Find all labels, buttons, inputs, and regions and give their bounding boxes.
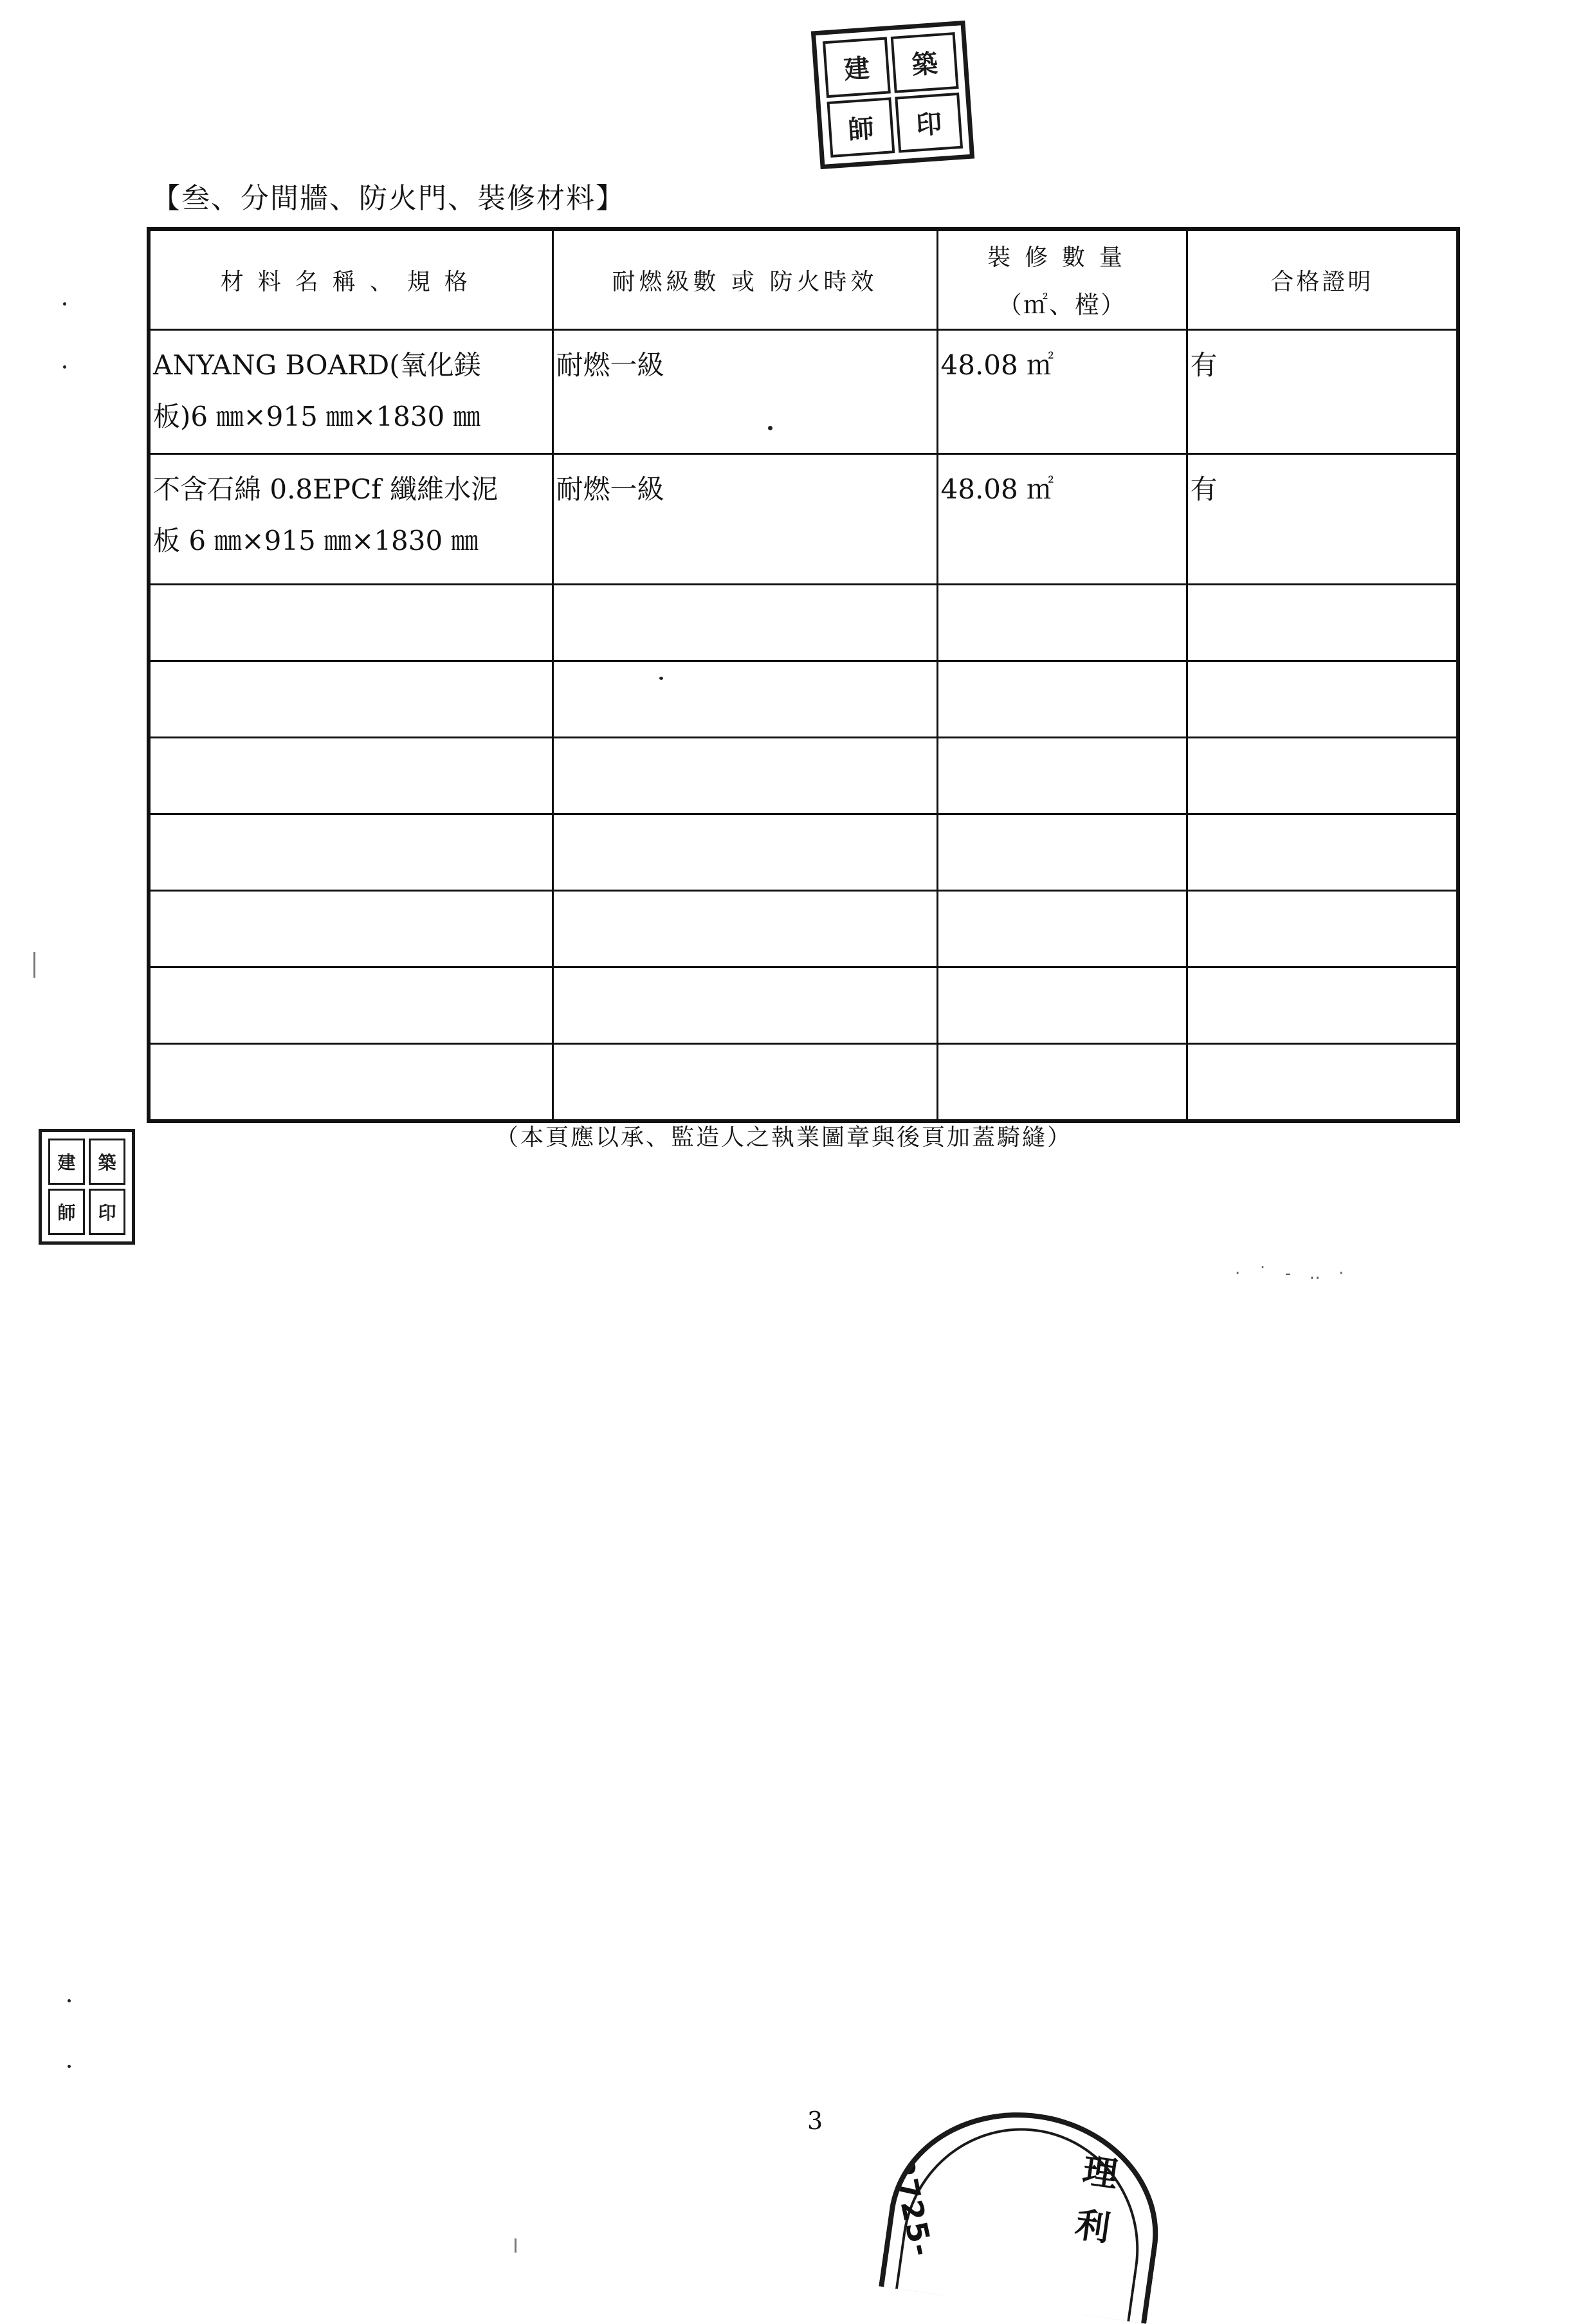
header-fire-rating xyxy=(553,229,937,330)
seal-glyph: 築 xyxy=(89,1139,125,1185)
empty-cell xyxy=(553,891,937,967)
scan-speck xyxy=(768,426,772,430)
left-seal-stamp xyxy=(39,1129,135,1245)
scan-speck xyxy=(33,952,35,978)
empty-cell xyxy=(937,661,1187,738)
seal-number: 2725- xyxy=(884,2154,940,2260)
empty-cell xyxy=(149,967,553,1044)
empty-cell xyxy=(937,585,1187,661)
empty-cell xyxy=(149,661,553,738)
seal-glyph: 印 xyxy=(895,92,963,152)
material-fire-rating: 耐燃一級 xyxy=(556,473,664,505)
cell-certificate xyxy=(1187,454,1458,585)
material-certificate: 有 xyxy=(1190,473,1218,505)
page-number: 3 xyxy=(807,2107,823,2135)
empty-cell xyxy=(937,891,1187,967)
material-fire-rating: 耐燃一級 xyxy=(556,349,664,381)
empty-cell xyxy=(937,967,1187,1044)
empty-table-row xyxy=(149,661,1458,738)
empty-cell xyxy=(149,1044,553,1122)
material-quantity: 48.08 ㎡ xyxy=(940,473,1054,505)
scan-speck xyxy=(68,2065,71,2068)
cell-quantity xyxy=(937,454,1187,585)
seal-glyph: 印 xyxy=(89,1189,125,1235)
empty-cell xyxy=(149,585,553,661)
top-seal-stamp xyxy=(811,21,974,169)
header-name-spec xyxy=(149,229,553,330)
scan-speck xyxy=(68,1999,71,2002)
scan-speck xyxy=(515,2238,516,2253)
section-heading: 【叁、分間牆、防火門、裝修材料】 xyxy=(152,182,625,215)
empty-cell xyxy=(1187,661,1458,738)
header-certificate xyxy=(1187,229,1458,330)
header-quantity xyxy=(937,229,1187,330)
empty-cell xyxy=(553,967,937,1044)
header-quantity-label: 裝修數量 xyxy=(987,244,1137,271)
seal-glyph: 師 xyxy=(827,97,895,158)
cell-certificate xyxy=(1187,330,1458,454)
empty-cell xyxy=(1187,967,1458,1044)
empty-cell xyxy=(937,814,1187,891)
scan-speck xyxy=(659,677,663,680)
scan-speck xyxy=(63,302,66,306)
cell-fire-rating xyxy=(553,454,937,585)
bottom-round-seal xyxy=(879,2095,1173,2324)
empty-cell xyxy=(553,738,937,814)
empty-cell xyxy=(1187,1044,1458,1122)
seal-glyph: 建 xyxy=(823,37,891,97)
table-header-row xyxy=(149,229,1458,330)
seal-characters: 理 利 xyxy=(1067,2150,1121,2249)
table-row xyxy=(149,330,1458,454)
header-name-spec-label: 材料名稱、規格 xyxy=(220,268,482,295)
materials-table xyxy=(147,227,1460,1123)
empty-table-row xyxy=(149,967,1458,1044)
empty-cell xyxy=(1187,585,1458,661)
cell-name-spec xyxy=(149,454,553,585)
seal-glyph: 築 xyxy=(891,32,959,93)
cell-fire-rating xyxy=(553,330,937,454)
empty-table-row xyxy=(149,1044,1458,1122)
empty-cell xyxy=(937,738,1187,814)
empty-cell xyxy=(1187,891,1458,967)
scan-speck xyxy=(63,365,66,369)
empty-cell xyxy=(149,814,553,891)
empty-cell xyxy=(149,738,553,814)
empty-table-row xyxy=(149,891,1458,967)
seal-glyph: 建 xyxy=(48,1139,85,1185)
empty-cell xyxy=(1187,738,1458,814)
empty-cell xyxy=(553,585,937,661)
header-fire-rating-label: 耐燃級數 或 防火時效 xyxy=(612,268,878,295)
material-name-spec: 不含石綿 0.8EPCf 纖維水泥 板 6 ㎜×915 ㎜×1830 ㎜ xyxy=(153,473,498,556)
table-row xyxy=(149,454,1458,585)
material-quantity: 48.08 ㎡ xyxy=(940,349,1054,381)
empty-cell xyxy=(553,814,937,891)
empty-table-row xyxy=(149,814,1458,891)
empty-cell xyxy=(149,891,553,967)
empty-cell xyxy=(553,1044,937,1122)
empty-table-row xyxy=(149,585,1458,661)
header-quantity-unit: （㎡、樘） xyxy=(997,291,1126,319)
empty-table-row xyxy=(149,738,1458,814)
empty-cell xyxy=(553,661,937,738)
material-certificate: 有 xyxy=(1190,349,1218,381)
empty-cell xyxy=(1187,814,1458,891)
empty-cell xyxy=(937,1044,1187,1122)
seal-glyph: 師 xyxy=(48,1189,85,1235)
cell-name-spec xyxy=(149,330,553,454)
scan-smudge: · ˙ ‐ ‥ · xyxy=(1235,1264,1351,1283)
footnote: （本頁應以承、監造人之執業圖章與後頁加蓋騎縫） xyxy=(495,1124,1073,1151)
cell-quantity xyxy=(937,330,1187,454)
material-name-spec: ANYANG BOARD(氧化鎂 板)6 ㎜×915 ㎜×1830 ㎜ xyxy=(153,349,481,432)
header-certificate-label: 合格證明 xyxy=(1270,268,1374,295)
